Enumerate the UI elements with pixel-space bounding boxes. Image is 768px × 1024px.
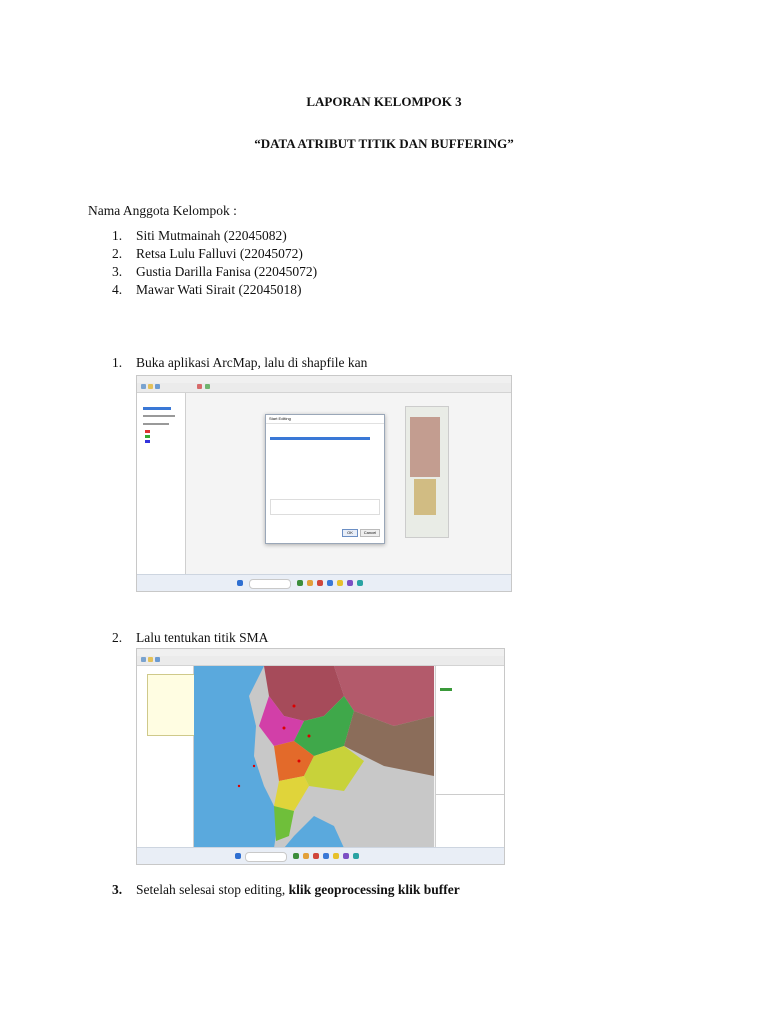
list-item: 2. Retsa Lulu Falluvi (22045072) [112,246,303,261]
app-icon[interactable] [323,853,329,859]
new-icon [141,657,146,662]
ok-button[interactable]: OK [342,529,358,537]
selected-layer[interactable] [270,437,370,440]
app-icon[interactable] [347,580,353,586]
list-item: 1. Siti Mutmainah (22045082) [112,228,287,243]
app-icon[interactable] [307,580,313,586]
new-icon [141,384,146,389]
save-icon [155,384,160,389]
toolbar [137,383,511,393]
app-icon[interactable] [303,853,309,859]
cancel-button[interactable]: Cancel [360,529,380,537]
arcmap-screenshot-2 [136,648,505,865]
zoom-icon [197,384,202,389]
open-icon [148,384,153,389]
app-icon[interactable] [333,853,339,859]
page-subtitle: “DATA ATRIBUT TITIK DAN BUFFERING” [254,136,514,151]
save-icon [155,657,160,662]
table-of-contents [137,393,186,575]
taskbar [137,847,504,864]
taskbar [137,574,511,591]
app-icon[interactable] [357,580,363,586]
app-icon[interactable] [317,580,323,586]
list-item: 3. Gustia Darilla Fanisa (22045072) [112,264,318,279]
members-list [112,228,317,300]
app-icon[interactable] [293,853,299,859]
step-2: 2. Lalu tentukan titik SMA [112,630,269,645]
arcmap-screenshot-1 [136,375,512,592]
dialog-title: Start Editing [266,415,384,424]
map-view[interactable] [194,666,434,848]
list-item: 4. Mawar Wati Sirait (22045018) [112,282,302,297]
create-features-panel [435,666,504,848]
windows-icon[interactable] [237,580,243,586]
windows-icon[interactable] [235,853,241,859]
search-input[interactable] [245,852,287,862]
app-icon[interactable] [343,853,349,859]
members-heading: Nama Anggota Kelompok : [88,203,237,218]
map-layout-preview [405,406,449,538]
search-input[interactable] [249,579,291,589]
step-3: 3. Setelah selesai stop editing, klik geoprocessing klik buffer [112,882,460,897]
app-icon[interactable] [353,853,359,859]
step-1: 1. Buka aplikasi ArcMap, lalu di shapfile kan [112,355,368,370]
app-icon[interactable] [327,580,333,586]
source-list [270,499,380,515]
open-icon [148,657,153,662]
app-icon[interactable] [297,580,303,586]
app-icon[interactable] [337,580,343,586]
table-of-contents [137,666,194,848]
app-icon[interactable] [313,853,319,859]
pan-icon [205,384,210,389]
toolbar [137,656,504,666]
tooltip-popup [147,674,201,736]
start-editing-dialog [265,414,385,544]
page-title: LAPORAN KELOMPOK 3 [306,94,462,109]
